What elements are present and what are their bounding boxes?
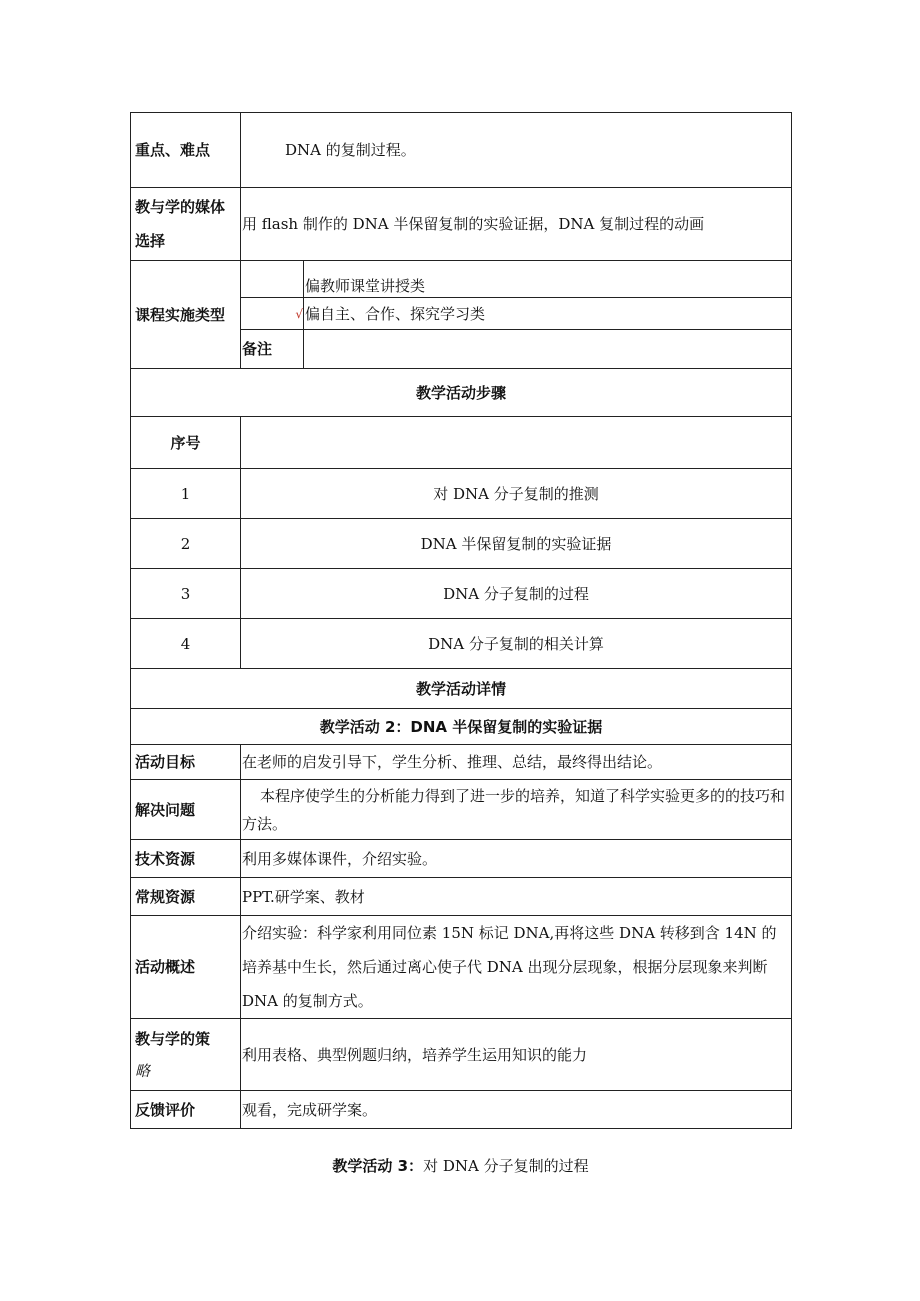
activity-title-row bbox=[131, 709, 792, 745]
step-text: 对 DNA 分子复制的推测 bbox=[241, 469, 792, 519]
details-title-row bbox=[131, 669, 792, 709]
overview-label: 活动概述 bbox=[131, 916, 241, 1019]
problem-label: 解决问题 bbox=[131, 780, 241, 840]
details-title: 教学活动详情 bbox=[131, 669, 792, 709]
course-type-option-1: 偏教师课堂讲授类 bbox=[304, 261, 792, 298]
goal-value: 在老师的启发引导下，学生分析、推理、总结，最终得出结论。 bbox=[241, 745, 792, 780]
step-row bbox=[131, 569, 792, 619]
strategy-label bbox=[131, 1019, 241, 1091]
activity-name: DNA 半保留复制的实验证据 bbox=[410, 717, 603, 736]
overview-row bbox=[131, 916, 792, 1019]
step-number: 4 bbox=[131, 619, 241, 669]
key-points-label: 重点、难点 bbox=[131, 113, 241, 188]
media-label-line1: 教与学的媒体 bbox=[135, 198, 226, 216]
step-number: 3 bbox=[131, 569, 241, 619]
remark-value bbox=[304, 330, 792, 369]
step-text: DNA 半保留复制的实验证据 bbox=[241, 519, 792, 569]
steps-header-row bbox=[131, 417, 792, 469]
tech-row bbox=[131, 840, 792, 878]
next-activity-heading bbox=[130, 1155, 791, 1176]
steps-title-row bbox=[131, 369, 792, 417]
course-type-option-2: 偏自主、合作、探究学习类 bbox=[304, 298, 792, 330]
problem-value: 本程序使学生的分析能力得到了进一步的培养，知道了科学实验更多的的技巧和方法。 bbox=[241, 780, 792, 840]
regular-value: PPT.研学案、教材 bbox=[241, 878, 792, 916]
media-label-line2: 选择 bbox=[135, 232, 166, 250]
goal-label: 活动目标 bbox=[131, 745, 241, 780]
goal-row bbox=[131, 745, 792, 780]
step-text: DNA 分子复制的过程 bbox=[241, 569, 792, 619]
course-type-check-cell-1 bbox=[241, 261, 304, 298]
feedback-value: 观看，完成研学案。 bbox=[241, 1091, 792, 1129]
activity-prefix: 教学活动 2： bbox=[319, 717, 411, 736]
feedback-label: 反馈评价 bbox=[131, 1091, 241, 1129]
step-row bbox=[131, 619, 792, 669]
media-label bbox=[131, 188, 241, 261]
media-row bbox=[131, 188, 792, 261]
remark-label: 备注 bbox=[241, 330, 304, 369]
course-type-label: 课程实施类型 bbox=[131, 261, 241, 369]
lesson-plan-table bbox=[130, 112, 792, 1129]
media-value: 用 flash 制作的 DNA 半保留复制的实验证据，DNA 复制过程的动画 bbox=[241, 188, 792, 261]
course-type-row-1 bbox=[131, 261, 792, 298]
footer-prefix: 教学活动 3： bbox=[332, 1157, 424, 1175]
key-points-value: DNA 的复制过程。 bbox=[241, 113, 792, 188]
step-number: 1 bbox=[131, 469, 241, 519]
index-header: 序号 bbox=[131, 417, 241, 469]
step-number: 2 bbox=[131, 519, 241, 569]
activity-title bbox=[131, 709, 792, 745]
regular-row bbox=[131, 878, 792, 916]
check-mark-icon: √ bbox=[295, 306, 303, 321]
strategy-row bbox=[131, 1019, 792, 1091]
feedback-row bbox=[131, 1091, 792, 1129]
footer-title: 对 DNA 分子复制的过程 bbox=[423, 1157, 589, 1175]
course-type-check-cell-2 bbox=[241, 298, 304, 330]
tech-label: 技术资源 bbox=[131, 840, 241, 878]
step-text: DNA 分子复制的相关计算 bbox=[241, 619, 792, 669]
regular-label: 常规资源 bbox=[131, 878, 241, 916]
strategy-label-line1: 教与学的策 bbox=[135, 1029, 211, 1048]
strategy-label-line2: 略 bbox=[135, 1061, 151, 1080]
problem-row bbox=[131, 780, 792, 840]
steps-title: 教学活动步骤 bbox=[131, 369, 792, 417]
tech-value: 利用多媒体课件，介绍实验。 bbox=[241, 840, 792, 878]
strategy-value: 利用表格、典型例题归纳，培养学生运用知识的能力 bbox=[241, 1019, 792, 1091]
step-row bbox=[131, 519, 792, 569]
overview-value: 介绍实验：科学家利用同位素 15N 标记 DNA,再将这些 DNA 转移到含 14N 的培养基中生长，然后通过离心使子代 DNA 出现分层现象，根据分层现象来判断 DNA 的复制方式。 bbox=[241, 916, 792, 1019]
key-points-row bbox=[131, 113, 792, 188]
steps-header-blank bbox=[241, 417, 792, 469]
step-row bbox=[131, 469, 792, 519]
